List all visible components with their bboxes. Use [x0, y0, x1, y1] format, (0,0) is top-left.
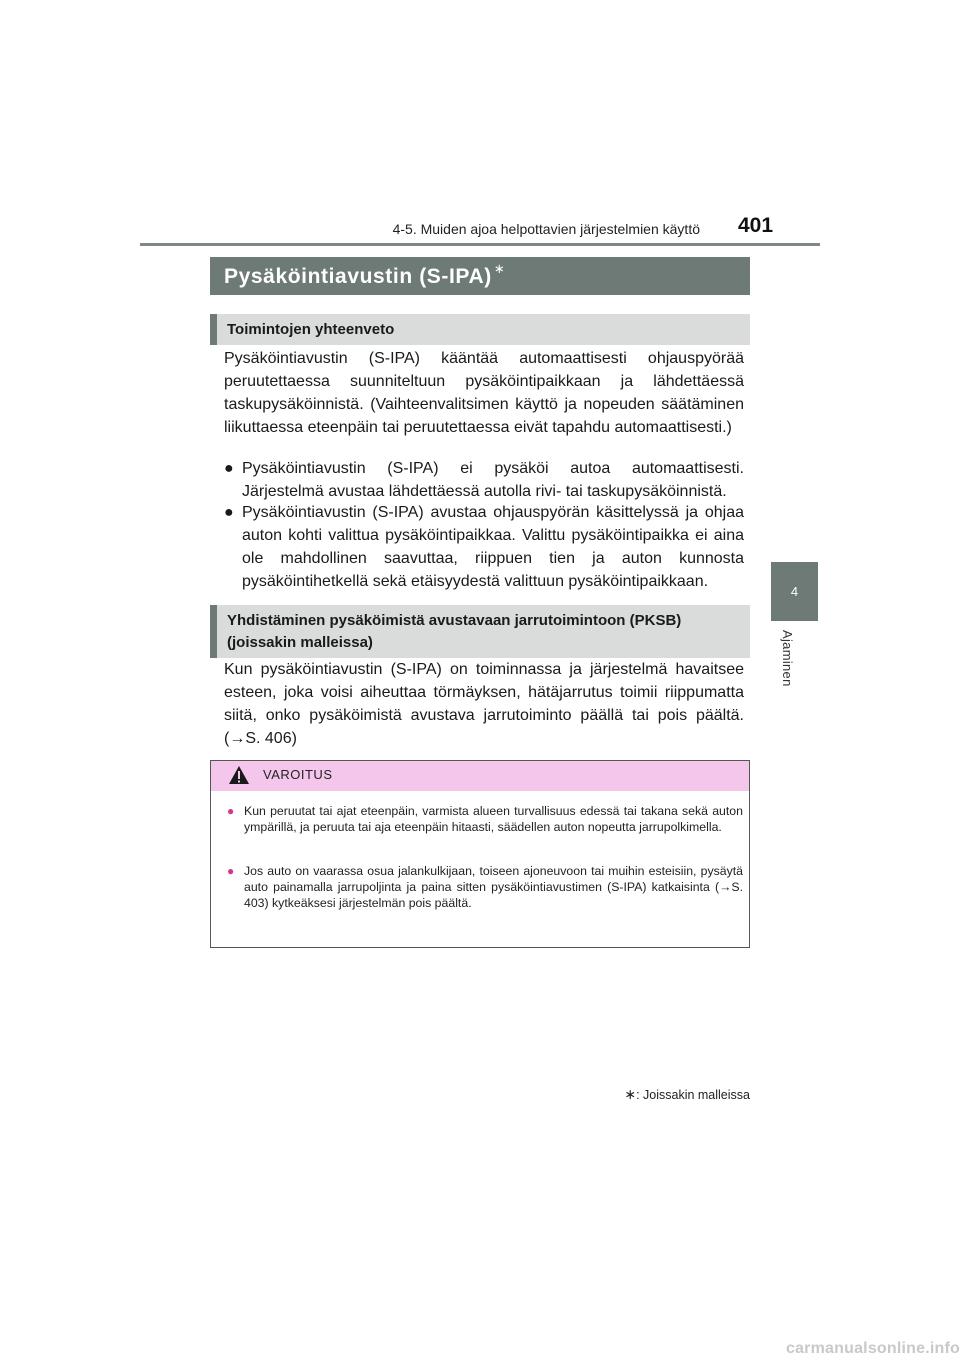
header-divider: [140, 243, 820, 246]
summary-paragraph: Pysäköintiavustin (S-IPA) kääntää automaattisesti ohjauspyörää peruutettaessa suunniteltuun pysäköintipaikkaan ja lähdettäessä taskupysäköinnistä. (Vaihteenvalitsimen käyttö ja nopeuden säätäminen liikuttaessa eteenpäin tai peruutettaessa eivät tapahdu automaattisesti.): [224, 350, 744, 436]
page-title: [224, 263, 505, 289]
warning-item-text: Jos auto on vaarassa osua jalankulkijaan, toiseen ajoneuvoon tai muihin esteisiin, pysäytä auto painamalla jarrupoljinta ja paina sitten pysäköintiavustimen (S-IPA) katkaisinta (→S. 403) kytkeäksesi järjestelmän pois päältä.: [244, 864, 743, 910]
page-number: 401: [738, 214, 774, 237]
warning-box: [210, 760, 750, 948]
warning-triangle-icon: [228, 765, 250, 785]
warning-item-text: Kun peruutat tai ajat eteenpäin, varmista alueen turvallisuus edessä tai takana sekä auton ympärillä, ja peruuta tai aja eteenpäin hitaasti, säädellen auton nopeutta jarrupolkimella.: [244, 804, 743, 834]
running-header-section: 4-5. Muiden ajoa helpottavien järjestelmien käyttö: [392, 221, 700, 237]
pksb-paragraph: Kun pysäköintiavustin (S-IPA) on toiminnassa ja järjestelmä havaitsee esteen, joka voisi aiheuttaa törmäyksen, hätäjarrutus toimii riippumatta siitä, onko pysäköimistä avustava jarrutoiminto päällä tai pois päältä. (→S. 406): [224, 661, 744, 747]
list-item: [224, 457, 744, 503]
page-title-bar: [210, 257, 750, 295]
section-heading-pksb: Yhdistäminen pysäköimistä avustavaan jarrutoimintoon (PKSB) (joissakin malleissa): [210, 605, 750, 658]
chapter-tab: 4: [771, 562, 818, 621]
bullet-icon: ●: [224, 460, 234, 477]
footnote-mark: ∗: [624, 1086, 637, 1102]
warning-header: [211, 761, 749, 791]
chapter-label: [780, 630, 810, 700]
chapter-label-text: Ajaminen: [780, 630, 795, 687]
warning-item: [227, 863, 743, 929]
bullet-icon: ●: [227, 864, 235, 878]
section-heading-summary: Toimintojen yhteenveto: [210, 314, 750, 345]
watermark: carmanualsonline.info: [785, 1340, 960, 1357]
footnote-text: : Joissakin malleissa: [636, 1088, 750, 1102]
title-footnote-mark: ∗: [493, 261, 506, 276]
warning-item: [227, 803, 743, 853]
footnote: [560, 1086, 750, 1103]
warning-title: VAROITUS: [263, 767, 333, 782]
list-item: [224, 501, 744, 593]
list-item-text: Pysäköintiavustin (S-IPA) ei pysäköi autoa automaattisesti. Järjestelmä avustaa lähdettäessä autolla rivi- tai taskupysäköinnistä.: [242, 460, 744, 500]
bullet-icon: ●: [224, 504, 234, 521]
page-title-text: Pysäköintiavustin (S-IPA): [224, 265, 492, 288]
list-item-text: Pysäköintiavustin (S-IPA) avustaa ohjauspyörän käsittelyssä ja ohjaa auton kohti valittua pysäköintipaikkaa. Valittu pysäköintipaikka ei aina ole mahdollinen saavuttaa, riippuen tien ja auton kunnosta pysäköintihetkellä sekä etäisyydestä valittuun pysäköintipaikkaan.: [242, 504, 744, 590]
bullet-icon: ●: [227, 804, 235, 818]
